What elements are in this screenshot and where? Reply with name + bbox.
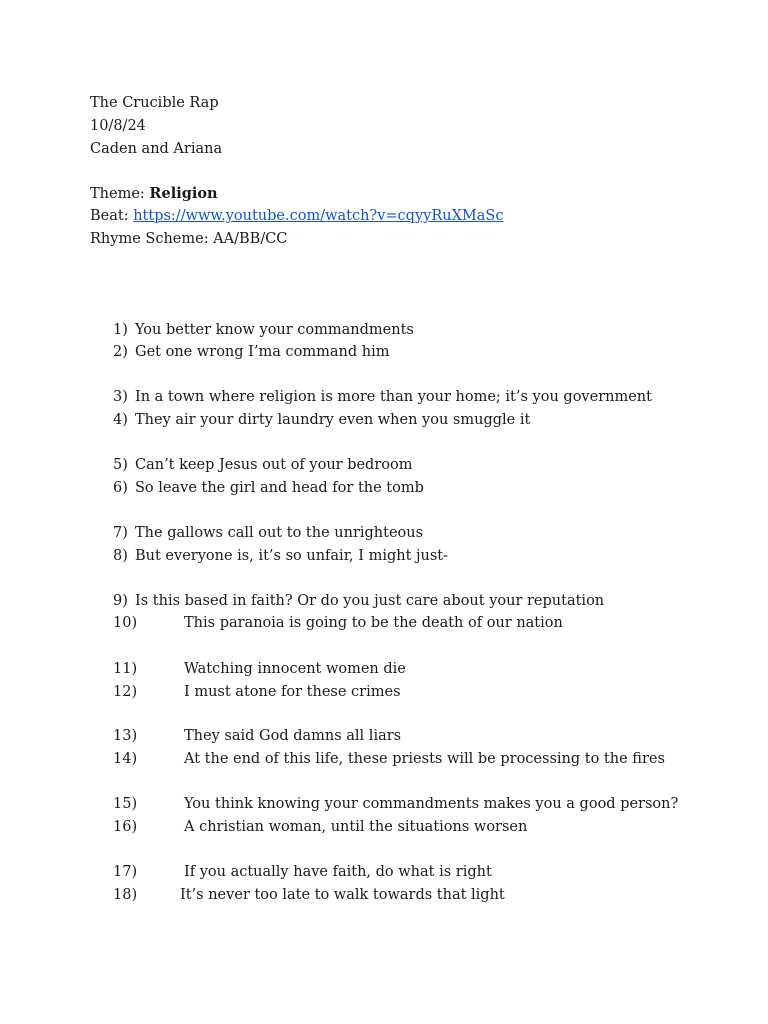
lyric-number: 11)	[113, 661, 138, 677]
lyric-number: 17)	[113, 864, 138, 880]
lyric-text: It’s never too late to walk towards that light	[180, 887, 505, 903]
lyric-text: At the end of this life, these priests will be processing to the fires	[184, 751, 665, 767]
lyric-text: Can’t keep Jesus out of your bedroom	[135, 457, 413, 473]
document-title: The Crucible Rap	[90, 95, 219, 111]
rhyme-scheme-line: Rhyme Scheme: AA/BB/CC	[90, 231, 288, 247]
lyric-number: 15)	[113, 796, 138, 812]
lyric-number: 6)	[113, 480, 128, 496]
beat-label: Beat:	[90, 208, 134, 224]
lyric-number: 4)	[113, 412, 128, 428]
lyric-number: 3)	[113, 389, 128, 405]
lyric-text: In a town where religion is more than your home; it’s you government	[135, 389, 652, 405]
lyric-text: They said God damns all liars	[184, 728, 402, 744]
lyric-number: 10)	[113, 615, 138, 631]
lyric-text: But everyone is, it’s so unfair, I might just-	[135, 548, 449, 564]
theme-line	[90, 184, 218, 204]
lyric-text: Watching innocent women die	[184, 661, 406, 677]
lyric-number: 8)	[113, 548, 128, 564]
lyric-text: Is this based in faith? Or do you just care about your reputation	[135, 593, 605, 609]
lyric-number: 16)	[113, 819, 138, 835]
lyric-text: Get one wrong I’ma command him	[135, 344, 390, 360]
lyric-text: This paranoia is going to be the death of our nation	[184, 615, 563, 631]
beat-link[interactable]: https://www.youtube.com/watch?v=cqyyRuXMaSc	[133, 208, 504, 224]
lyric-text: They air your dirty laundry even when you smuggle it	[135, 412, 531, 428]
lyric-text: You better know your commandments	[135, 322, 414, 338]
lyric-number: 5)	[113, 457, 128, 473]
theme-value: Religion	[149, 185, 218, 202]
lyric-number: 13)	[113, 728, 138, 744]
beat-line	[90, 206, 503, 226]
document-date: 10/8/24	[90, 118, 146, 134]
lyric-text: If you actually have faith, do what is right	[184, 864, 492, 880]
lyric-text: So leave the girl and head for the tomb	[135, 480, 424, 496]
lyric-number: 12)	[113, 684, 138, 700]
lyric-number: 7)	[113, 525, 128, 541]
lyric-number: 1)	[113, 322, 128, 338]
lyric-text: The gallows call out to the unrighteous	[135, 525, 424, 541]
lyric-number: 18)	[113, 887, 138, 903]
lyric-number: 2)	[113, 344, 128, 360]
lyric-text: A christian woman, until the situations worsen	[184, 819, 528, 835]
document-authors: Caden and Ariana	[90, 141, 223, 157]
lyric-number: 9)	[113, 593, 128, 609]
lyric-number: 14)	[113, 751, 138, 767]
theme-label: Theme:	[90, 186, 150, 202]
lyric-text: I must atone for these crimes	[184, 684, 401, 700]
lyric-text: You think knowing your commandments makes you a good person?	[184, 796, 679, 812]
